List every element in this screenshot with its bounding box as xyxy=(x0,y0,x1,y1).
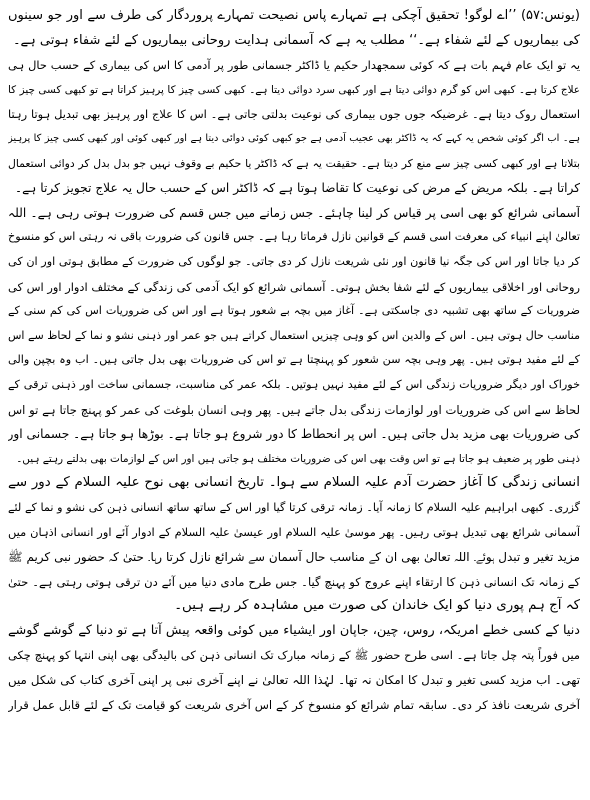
text-line: کہ آج ہم پوری دنیا کو ایک خاندان کی صورت میں مشاہدہ کر رہے ہیں۔ xyxy=(174,598,580,614)
text-line: استعمال روک دیتا ہے۔ غرضیکہ جوں جوں بیماری کی نوعیت بدلتی جاتی ہے۔ اس کا علاج اور پرہیز بھی تبدیل ہوتا رہتا xyxy=(8,107,580,122)
text-line: ذہنی طور پر ضعیف ہو جاتا ہے تو اس وقت بھی اس کی ضروریات مختلف ہو جاتی ہیں اور اس کے لوازمات بھی بدلتے رہتے ہیں۔ xyxy=(16,452,580,465)
paragraph-final-law xyxy=(8,619,580,717)
text-line: کر دیا جاتا اور اس کی جگہ نیا قانون اور نئی شریعت نازل کر دی جاتی۔ جو لوگوں کی ضرورت کے مطابق ہوتی اور ان کی xyxy=(8,254,580,268)
text-line: میں فوراً پتہ چل جاتا ہے۔ اسی طرح حضور ﷺ کے زمانہ مبارک تک انسانی ذہن کی بالیدگی بھی اپنی انتہا کو پہنچ چکی xyxy=(8,648,580,663)
paragraph-divine-laws xyxy=(8,201,580,472)
text-line: آخری شریعت نافذ کر دی۔ سابقہ تمام شرائع کو منسوخ کر کے اس آخری شریعت کو قیامت تک کے لئے قابل عمل قرار xyxy=(8,697,580,712)
text-line: انسانی زندگی کا آغاز حضرت آدم علیہ السلام سے ہوا۔ تاریخ انسانی بھی نوح علیہ السلام کے دور سے xyxy=(8,475,580,491)
text-line: بتلاتا ہے اور کبھی کسی چیز سے منع کر دیتا ہے۔ حقیقت یہ ہے کہ ڈاکٹر یا حکیم بے وقوف نہیں جو بدل بدل کر دوائی استعمال xyxy=(8,156,580,170)
text-line: کی ضروریات بھی مزید بدل جاتی ہیں۔ اس پر انحطاط کا دور شروع ہو جاتا ہے۔ بوڑھا ہو جاتا ہے۔ جسمانی اور xyxy=(8,427,580,442)
text-line: ضروریات کے ساتھ بھی تشبیہ دی جاسکتی ہے۔ آغاز میں بچہ بے شعور ہوتا ہے اور اس کی ضروریات اس کی کم سنی کے xyxy=(8,304,580,318)
text-line: یہ تو ایک عام فہم بات ہے کہ کوئی سمجھدار حکیم یا ڈاکٹر جسمانی طور پر آدمی کا اس کی بیماری کے حسب حال ہی xyxy=(8,58,580,73)
text-line: ہے۔ اب اگر کوئی شخص یہ کہے کہ یہ ڈاکٹر بھی عجیب آدمی ہے جو کبھی کوئی دوائی دیتا ہے اور کبھی کوئی اور کبھی کسی چیز کا پرہیز xyxy=(8,132,580,144)
text-line: کراتا ہے۔ بلکہ مریض کے مرض کی نوعیت کا تقاضا ہوتا ہے کہ ڈاکٹر اس کے حسب حال یہ علاج تجویز کرتا ہے۔ xyxy=(14,181,580,196)
text-line: خوراک اور دیگر ضروریات زندگی اس کے لئے مفید نہیں ہوتیں۔ بلکہ عمر کی مناسبت، جسمانی ساخت اور ذہنی ترقی کے xyxy=(8,377,580,391)
text-line: کے لئے مفید ہوتی ہیں۔ پھر وہی بچہ سن شعور کو پہنچتا ہے تو اس کی ضروریات بھی بدل جاتی ہیں۔ اب وہ بچپن والی xyxy=(8,353,580,367)
text-line: تعالیٰ اپنے انبیاء کی معرفت اسی قسم کے قوانین نازل فرماتا رہا ہے۔ جس قانون کی ضرورت باقی نہ رہتی اس کو منسوخ xyxy=(8,230,580,244)
text-line: لحاظ سے اس کی ضروریات اور لوازمات زندگی بدل جاتے ہیں۔ پھر وہی انسان بلوغت کی عمر کو پہنچ جاتا ہے تو اس xyxy=(8,402,580,417)
paragraph-doctor-analogy xyxy=(8,53,580,201)
paragraph-human-history xyxy=(8,471,580,619)
text-line: دنیا کے کسی خطے امریکہ، روس، چین، جاپان اور ایشیاء میں کوئی واقعہ پیش آتا ہے تو دنیا کے گوشے گوشے xyxy=(8,622,580,638)
text-line: کی بیماریوں کے لئے شفاء ہے۔‘‘ مطلب یہ ہے کہ آسمانی ہدایت روحانی بیماریوں کے لئے شفاء ہوتی ہے۔ xyxy=(12,32,580,48)
text-line: (یونس:۵۷) ’’اے لوگو! تحقیق آچکی ہے تمہارے پاس نصیحت تمہارے پروردگار کی طرف سے اور جو سینوں xyxy=(8,8,580,23)
text-line: کے زمانہ تک انسانی ذہن کا ارتقاء اپنے عروج کو پہنچ گیا۔ جس طرح مادی دنیا میں آئے دن ترقی ہوتی رہتی ہے۔ حتیٰ xyxy=(8,574,580,589)
paragraph-quran-verse xyxy=(8,4,580,53)
text-line: آسمانی شرائع کو بھی اسی پر قیاس کر لینا چاہئے۔ جس زمانے میں جس قسم کی ضرورت ہوتی رہی ہے۔ اللہ xyxy=(8,205,580,220)
text-line: مزید تغیر و تبدل ہوئے۔ اللہ تعالیٰ بھی ان کے مناسب حال آسمان سے شرائع نازل کرتا رہا۔ حتیٰ کہ حضور نبی کریم ﷺ xyxy=(8,550,580,565)
text-line: علاج کرتا ہے۔ کبھی اس کو گرم دوائی دیتا ہے اور کبھی سرد دوائی دیتا ہے۔ کبھی کسی چیز کا پرہیز کراتا ہے تو کبھی کسی چیز کا xyxy=(8,83,580,96)
text-line: تھی۔ اب مزید کسی تغیر و تبدل کا امکان نہ تھا۔ لہٰذا اللہ تعالیٰ نے اپنے آخری نبی پر اپنی آخری کتاب کی شکل میں xyxy=(8,673,580,688)
text-line: گزری۔ کبھی ابراہیم علیہ السلام کا زمانہ آیا۔ زمانہ ترقی کرتا گیا اور اس کے ساتھ ساتھ انسانی ذہن کی نشو و نما کے لئے xyxy=(8,500,580,514)
text-line: مناسب حال ہوتی ہیں۔ اس کے والدین اس کو وہی چیزیں استعمال کراتے ہیں جو عمر اور ذہنی نشو و نما کے لحاظ سے اس xyxy=(8,328,580,342)
text-line: آسمانی شرائع بھی تبدیل ہوتی رہیں۔ پھر موسیٰ علیہ السلام اور عیسیٰ علیہ السلام کے ادوار آئے اور انسانی اذہان میں xyxy=(8,525,580,540)
text-line: روحانی اور اخلاقی بیماریوں کے لئے شفا بخش ہوتی۔ آسمانی شرائع کو ایک آدمی کی زندگی کے مختلف ادوار اور اس کی xyxy=(8,279,580,294)
